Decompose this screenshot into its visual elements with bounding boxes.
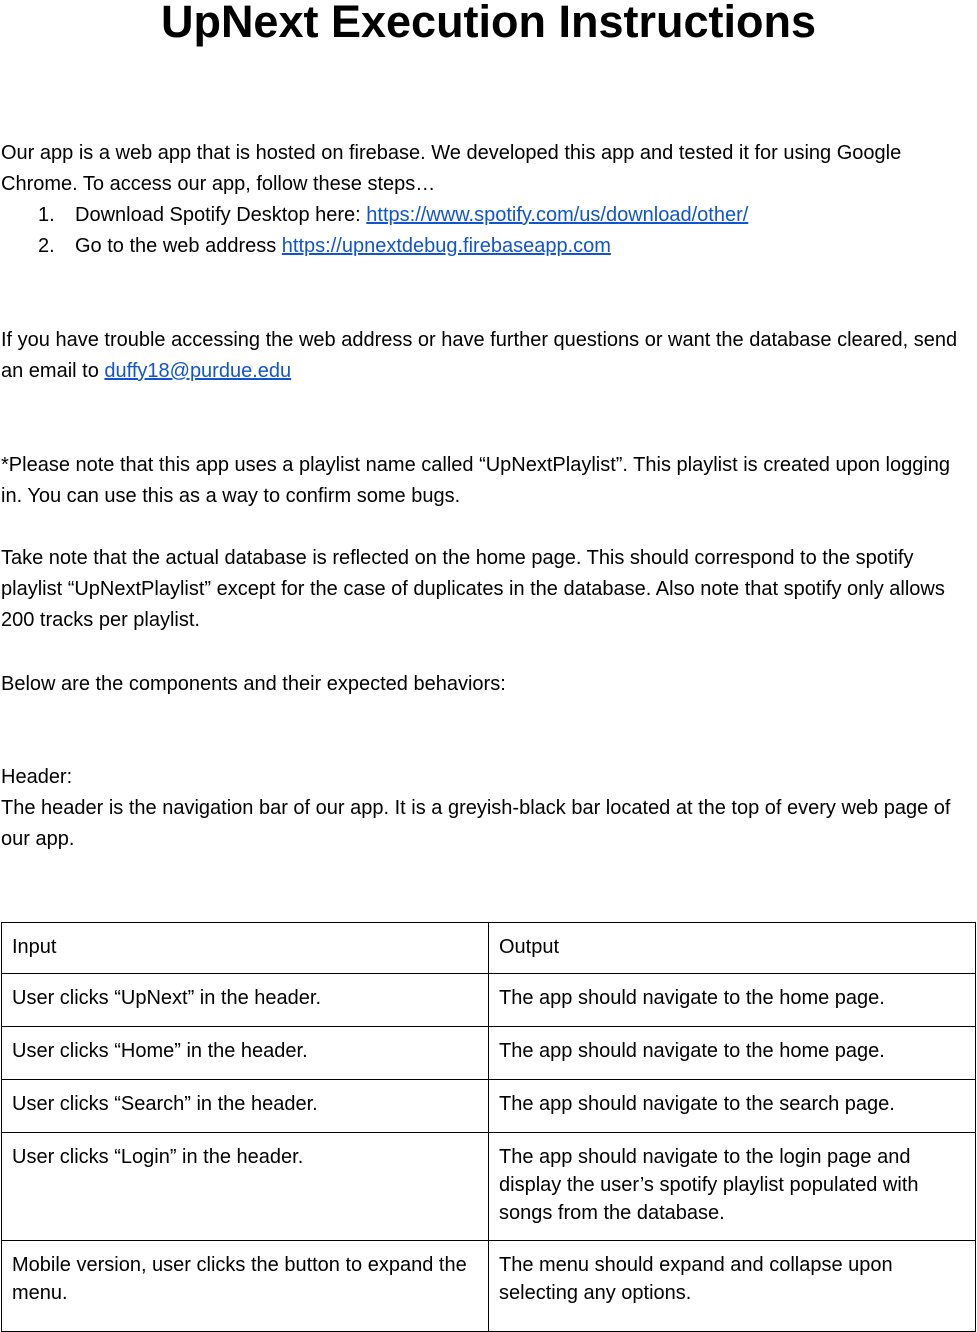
- table-row: [2, 974, 976, 1027]
- table-header-row: [2, 923, 976, 974]
- output-cell: The app should navigate to the home page.: [489, 1027, 976, 1080]
- output-cell: The app should navigate to the home page.: [489, 974, 976, 1027]
- contact-paragraph: [1, 325, 973, 387]
- step-text: Go to the web address: [75, 235, 282, 257]
- database-note-paragraph: Take note that the actual database is reflected on the home page. This should correspond to the spotify playlist “UpNextPlaylist” except for the case of duplicates in the database. Also note that spotify only allows 200 tracks per playlist.: [1, 547, 945, 631]
- step-text: Download Spotify Desktop here:: [75, 204, 367, 226]
- input-cell: Mobile version, user clicks the button to expand the menu.: [2, 1241, 489, 1332]
- input-cell: User clicks “Home” in the header.: [2, 1027, 489, 1080]
- list-item: [1, 200, 973, 231]
- table-row: [2, 1027, 976, 1080]
- contact-text: If you have trouble accessing the web address or have further questions or want the database cleared, send an email to: [1, 329, 958, 382]
- output-cell: The app should navigate to the login page and display the user’s spotify playlist populated with songs from the database.: [489, 1133, 976, 1241]
- web-address-link[interactable]: https://upnextdebug.firebaseapp.com: [281, 235, 611, 257]
- steps-list: [1, 200, 973, 262]
- output-cell: The menu should expand and collapse upon selecting any options.: [489, 1241, 976, 1332]
- table-row: [2, 1133, 976, 1241]
- input-cell: User clicks “UpNext” in the header.: [2, 974, 489, 1027]
- input-cell: User clicks “Search” in the header.: [2, 1080, 489, 1133]
- column-header-input: Input: [2, 923, 489, 974]
- output-cell: The app should navigate to the search page.: [489, 1080, 976, 1133]
- list-item: [1, 231, 973, 262]
- header-behavior-table: [1, 922, 976, 1332]
- input-cell: User clicks “Login” in the header.: [2, 1133, 489, 1241]
- page-title: UpNext Execution Instructions: [160, 0, 817, 47]
- table-row: [2, 1241, 976, 1332]
- components-intro: Below are the components and their expected behaviors:: [1, 673, 506, 695]
- email-link[interactable]: duffy18@purdue.edu: [104, 360, 292, 382]
- spotify-download-link[interactable]: https://www.spotify.com/us/download/other/: [366, 204, 749, 226]
- intro-paragraph: Our app is a web app that is hosted on firebase. We developed this app and tested it for using Google Chrome. To access our app, follow these steps…: [1, 142, 902, 195]
- intro-section: [1, 138, 973, 262]
- header-section-heading: Header:: [1, 766, 73, 788]
- list-number: 1.: [38, 204, 55, 226]
- table-row: [2, 1080, 976, 1133]
- list-number: 2.: [38, 235, 55, 257]
- header-section-description: The header is the navigation bar of our app. It is a greyish-black bar located at the top of every web page of our app.: [1, 797, 951, 850]
- column-header-output: Output: [489, 923, 976, 974]
- note-paragraph: *Please note that this app uses a playlist name called “UpNextPlaylist”. This playlist is created upon logging in. You can use this as a way to confirm some bugs.: [1, 454, 951, 507]
